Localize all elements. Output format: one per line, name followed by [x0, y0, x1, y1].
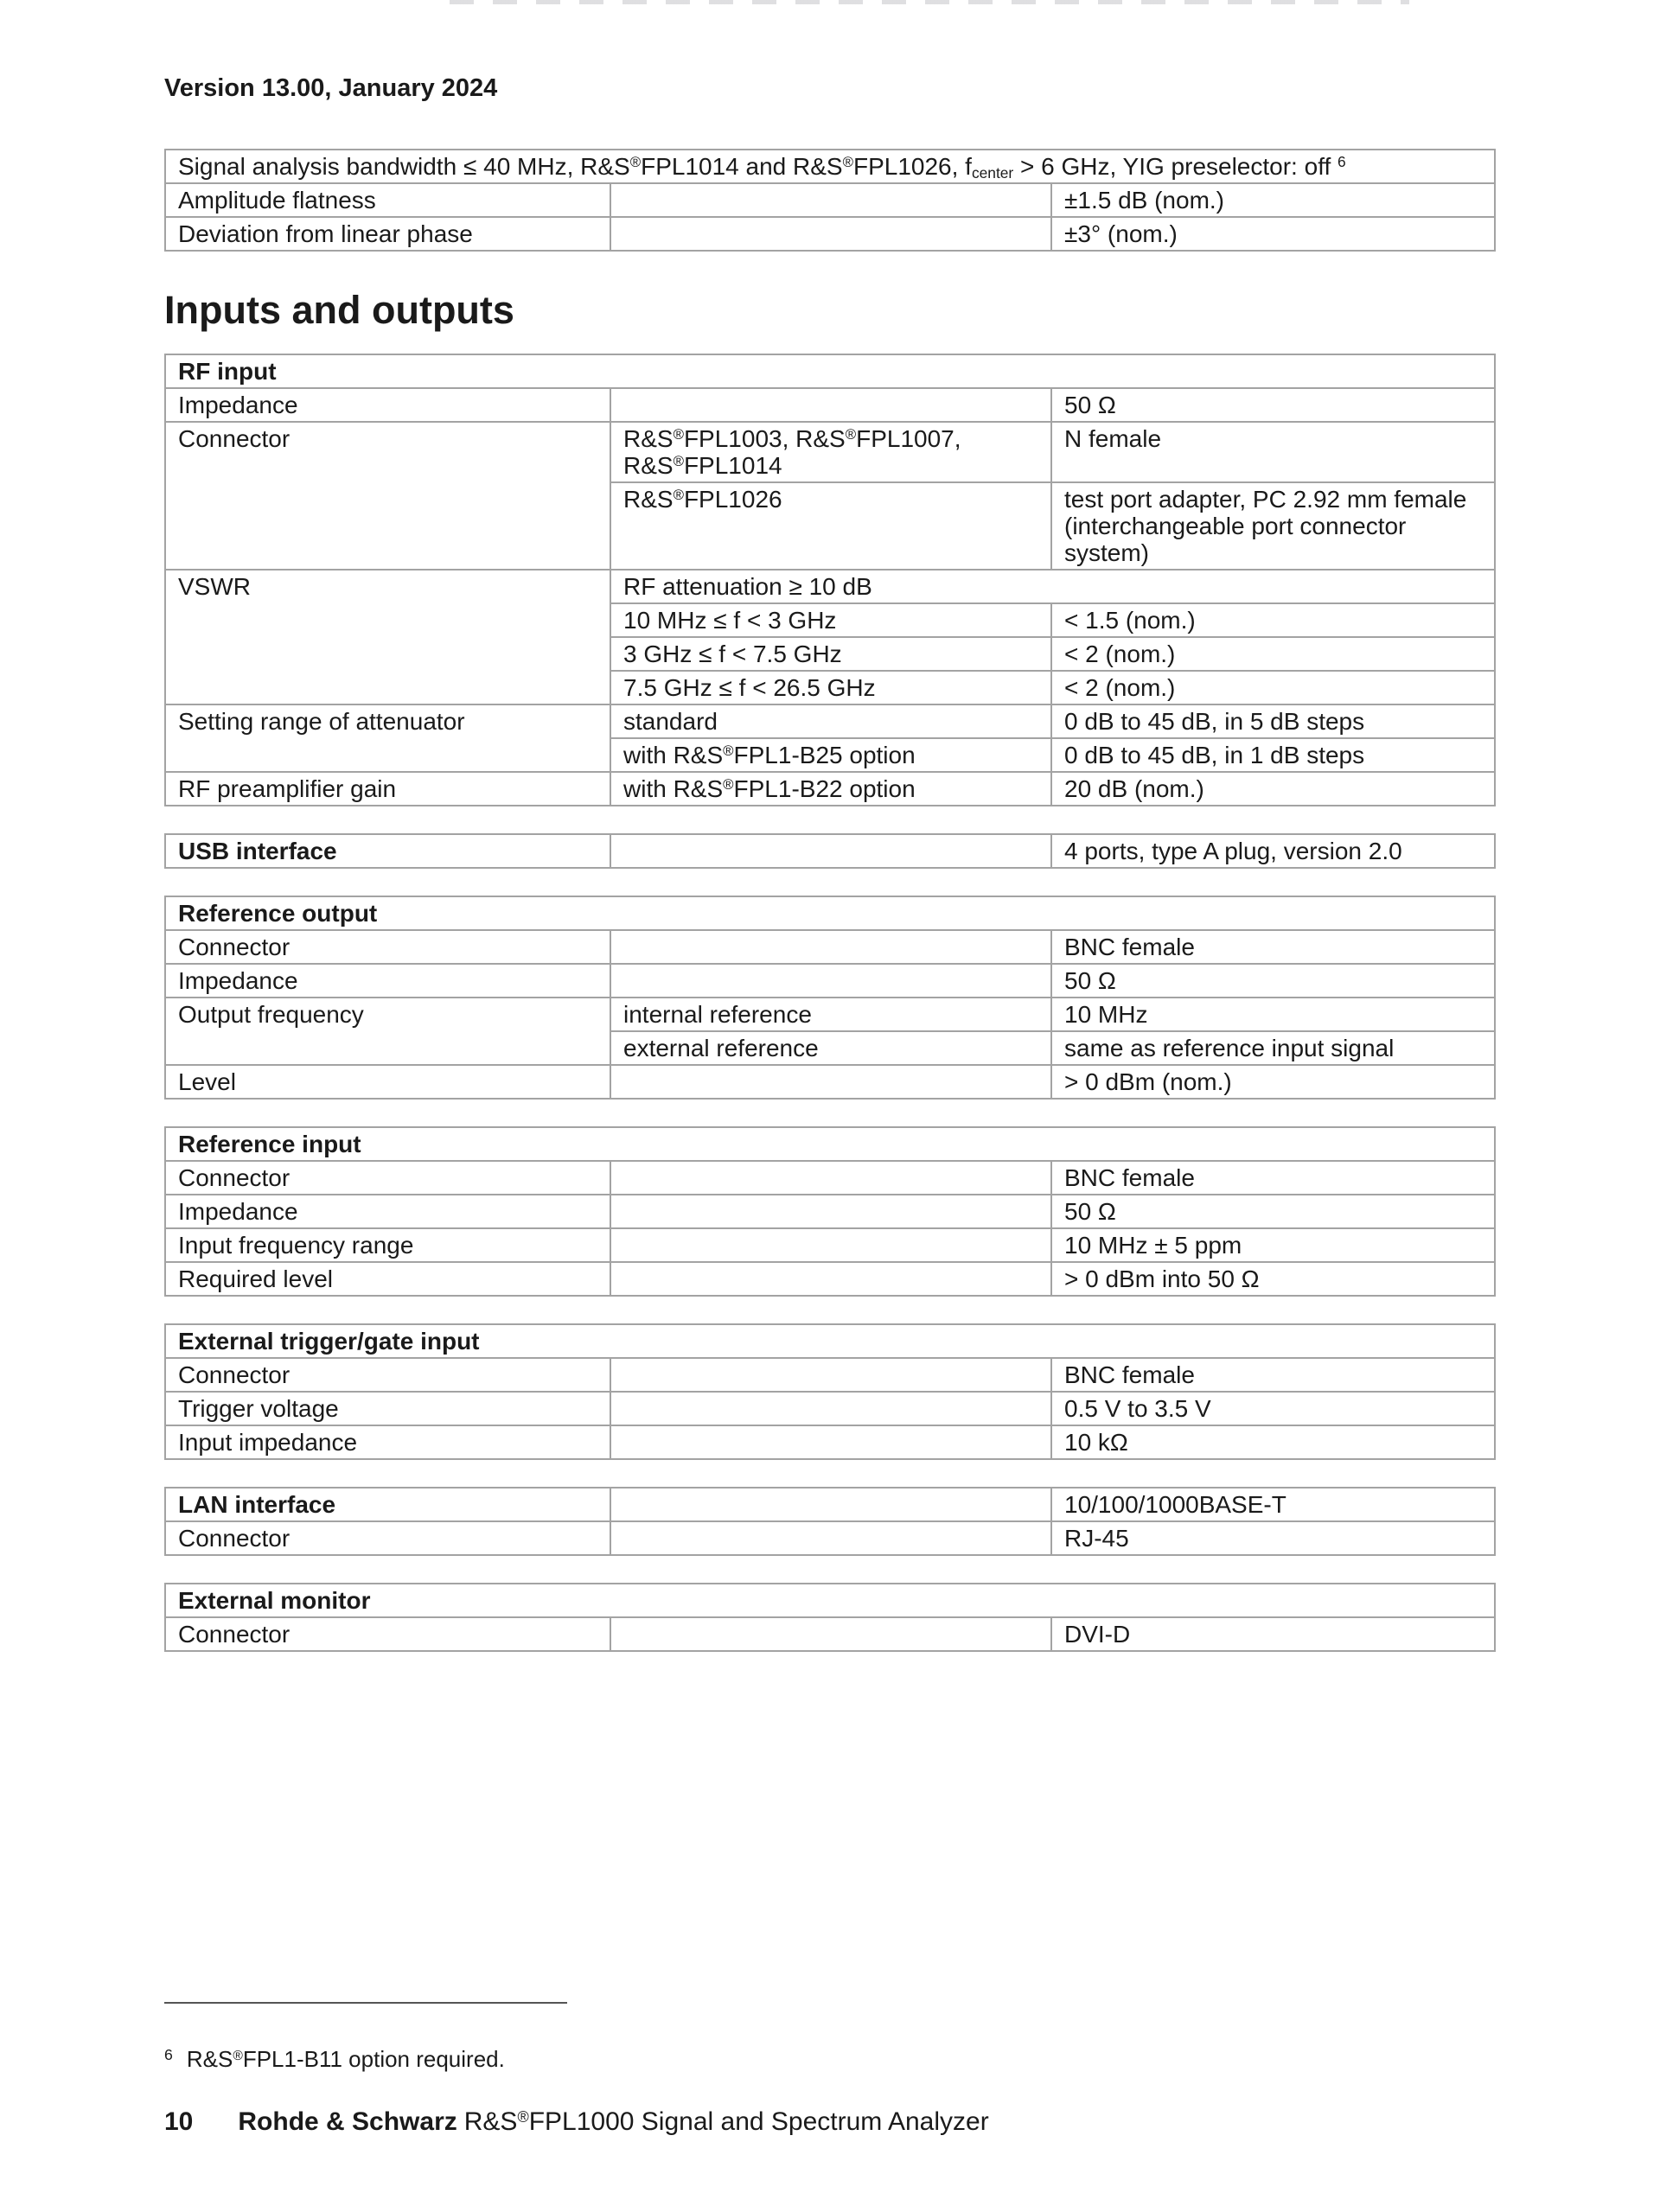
table-row — [165, 183, 1495, 217]
table-row — [165, 217, 1495, 251]
spec-condition-empty — [610, 1488, 1051, 1521]
spec-value: 50 Ω — [1051, 1195, 1495, 1228]
spec-label: VSWR — [165, 570, 610, 704]
spec-label: Connector — [165, 930, 610, 964]
spec-label: LAN interface — [165, 1488, 610, 1521]
spec-value: < 1.5 (nom.) — [1051, 603, 1495, 637]
table-row — [165, 1521, 1495, 1555]
spec-condition-empty — [610, 388, 1051, 422]
spec-condition: internal reference — [610, 998, 1051, 1031]
spec-value: BNC female — [1051, 1358, 1495, 1392]
spec-condition: 10 MHz ≤ f < 3 GHz — [610, 603, 1051, 637]
table-row — [165, 422, 1495, 482]
rf-input-table — [164, 354, 1496, 806]
table-row — [165, 1392, 1495, 1425]
spec-condition: with R&S®FPL1-B25 option — [610, 738, 1051, 772]
table-row — [165, 1161, 1495, 1195]
spec-label: Impedance — [165, 1195, 610, 1228]
spec-condition-empty — [610, 1521, 1051, 1555]
signal-analysis-table — [164, 149, 1496, 252]
footnote — [164, 2045, 505, 2073]
footer-product: R&S®FPL1000 Signal and Spectrum Analyzer — [463, 2107, 989, 2136]
table-row — [165, 964, 1495, 998]
reference-output-table — [164, 896, 1496, 1100]
spec-condition: 7.5 GHz ≤ f < 26.5 GHz — [610, 671, 1051, 704]
spec-label: Output frequency — [165, 998, 610, 1065]
spec-value: test port adapter, PC 2.92 mm female (interchangeable port connector system) — [1051, 482, 1495, 570]
spec-condition-empty — [610, 1065, 1051, 1099]
spec-condition: 3 GHz ≤ f < 7.5 GHz — [610, 637, 1051, 671]
spec-condition: standard — [610, 704, 1051, 738]
spec-label: Impedance — [165, 388, 610, 422]
spec-condition-empty — [610, 1617, 1051, 1651]
spec-condition-empty — [610, 834, 1051, 868]
spec-label: Connector — [165, 1617, 610, 1651]
spec-value: 0.5 V to 3.5 V — [1051, 1392, 1495, 1425]
spec-condition-empty — [610, 930, 1051, 964]
spec-value: ±3° (nom.) — [1051, 217, 1495, 251]
spec-value: 50 Ω — [1051, 388, 1495, 422]
spec-value: N female — [1051, 422, 1495, 482]
spec-value: same as reference input signal — [1051, 1031, 1495, 1065]
spec-value: 20 dB (nom.) — [1051, 772, 1495, 806]
spec-condition: R&S®FPL1003, R&S®FPL1007, R&S®FPL1014 — [610, 422, 1051, 482]
spec-value: 0 dB to 45 dB, in 5 dB steps — [1051, 704, 1495, 738]
spec-condition-empty — [610, 964, 1051, 998]
table-row — [165, 772, 1495, 806]
table-title: Signal analysis bandwidth ≤ 40 MHz, R&S®FPL1014 and R&S®FPL1026, $f_{center} > 6$ GHz, YIG preselector: off $^6$ — [165, 150, 1495, 183]
table-title: RF input — [165, 354, 1495, 388]
table-title: External trigger/gate input — [165, 1324, 1495, 1358]
table-row — [165, 930, 1495, 964]
table-row — [165, 1228, 1495, 1262]
table-title-row — [165, 150, 1495, 183]
spec-condition: RF attenuation ≥ 10 dB — [610, 570, 1495, 603]
spec-label: Amplitude flatness — [165, 183, 610, 217]
spec-value: 4 ports, type A plug, version 2.0 — [1051, 834, 1495, 868]
spec-value: 10/100/1000BASE-T — [1051, 1488, 1495, 1521]
spec-value: 10 kΩ — [1051, 1425, 1495, 1459]
lan-interface-table — [164, 1487, 1496, 1556]
table-row — [165, 1065, 1495, 1099]
spec-condition-empty — [610, 1358, 1051, 1392]
spec-value: 10 MHz — [1051, 998, 1495, 1031]
table-row — [165, 388, 1495, 422]
spec-value: 10 MHz ± 5 ppm — [1051, 1228, 1495, 1262]
spec-label: RF preamplifier gain — [165, 772, 610, 806]
spec-label: Trigger voltage — [165, 1392, 610, 1425]
table-title: Reference input — [165, 1127, 1495, 1161]
spec-value: ±1.5 dB (nom.) — [1051, 183, 1495, 217]
section-heading: Inputs and outputs — [164, 288, 514, 332]
table-title: External monitor — [165, 1584, 1495, 1617]
table-row — [165, 1195, 1495, 1228]
page-content — [164, 0, 1494, 1652]
page-number: 10 — [164, 2107, 194, 2136]
spec-condition-empty — [610, 1425, 1051, 1459]
spec-label: Level — [165, 1065, 610, 1099]
table-row — [165, 1617, 1495, 1651]
table-row — [165, 998, 1495, 1031]
reference-input-table — [164, 1126, 1496, 1297]
spec-condition-empty — [610, 1228, 1051, 1262]
spec-value: 50 Ω — [1051, 964, 1495, 998]
table-title-row — [165, 1324, 1495, 1358]
footnote-marker: 6 — [164, 2046, 173, 2064]
spec-label: Required level — [165, 1262, 610, 1296]
spec-value: BNC female — [1051, 1161, 1495, 1195]
external-monitor-table — [164, 1583, 1496, 1652]
spec-condition-empty — [610, 1195, 1051, 1228]
spec-label: Connector — [165, 1161, 610, 1195]
version-header: Version 13.00, January 2024 — [164, 74, 498, 102]
table-row — [165, 1488, 1495, 1521]
spec-label: Setting range of attenuator — [165, 704, 610, 772]
footnote-text: R&S®FPL1-B11 option required. — [186, 2046, 505, 2072]
table-title: Reference output — [165, 896, 1495, 930]
spec-condition-empty — [610, 217, 1051, 251]
spec-label: Connector — [165, 1358, 610, 1392]
table-row — [165, 1262, 1495, 1296]
footer-company: Rohde & Schwarz — [238, 2107, 457, 2136]
table-row — [165, 834, 1495, 868]
external-trigger-table — [164, 1323, 1496, 1460]
spec-value: > 0 dBm (nom.) — [1051, 1065, 1495, 1099]
spec-label: Connector — [165, 422, 610, 570]
spec-value: BNC female — [1051, 930, 1495, 964]
spec-label: Deviation from linear phase — [165, 217, 610, 251]
spec-condition: R&S®FPL1026 — [610, 482, 1051, 570]
table-row — [165, 1425, 1495, 1459]
table-title-row — [165, 1127, 1495, 1161]
spec-label: Input frequency range — [165, 1228, 610, 1262]
spec-value: < 2 (nom.) — [1051, 637, 1495, 671]
spec-label: Input impedance — [165, 1425, 610, 1459]
spec-value: < 2 (nom.) — [1051, 671, 1495, 704]
spec-value: 0 dB to 45 dB, in 1 dB steps — [1051, 738, 1495, 772]
table-title-row — [165, 896, 1495, 930]
table-row — [165, 704, 1495, 738]
usb-interface-table — [164, 833, 1496, 869]
spec-condition: external reference — [610, 1031, 1051, 1065]
table-row — [165, 570, 1495, 603]
spec-label: USB interface — [165, 834, 610, 868]
spec-value: DVI-D — [1051, 1617, 1495, 1651]
spec-value: > 0 dBm into 50 Ω — [1051, 1262, 1495, 1296]
table-title-row — [165, 354, 1495, 388]
spec-condition-empty — [610, 183, 1051, 217]
spec-condition-empty — [610, 1262, 1051, 1296]
table-title-row — [165, 1584, 1495, 1617]
table-row — [165, 1358, 1495, 1392]
spec-condition: with R&S®FPL1-B22 option — [610, 772, 1051, 806]
spec-condition-empty — [610, 1161, 1051, 1195]
spec-label: Impedance — [165, 964, 610, 998]
page-footer — [164, 2106, 989, 2139]
spec-label: Connector — [165, 1521, 610, 1555]
footnote-divider — [164, 2002, 567, 2004]
spec-condition-empty — [610, 1392, 1051, 1425]
spec-value: RJ-45 — [1051, 1521, 1495, 1555]
